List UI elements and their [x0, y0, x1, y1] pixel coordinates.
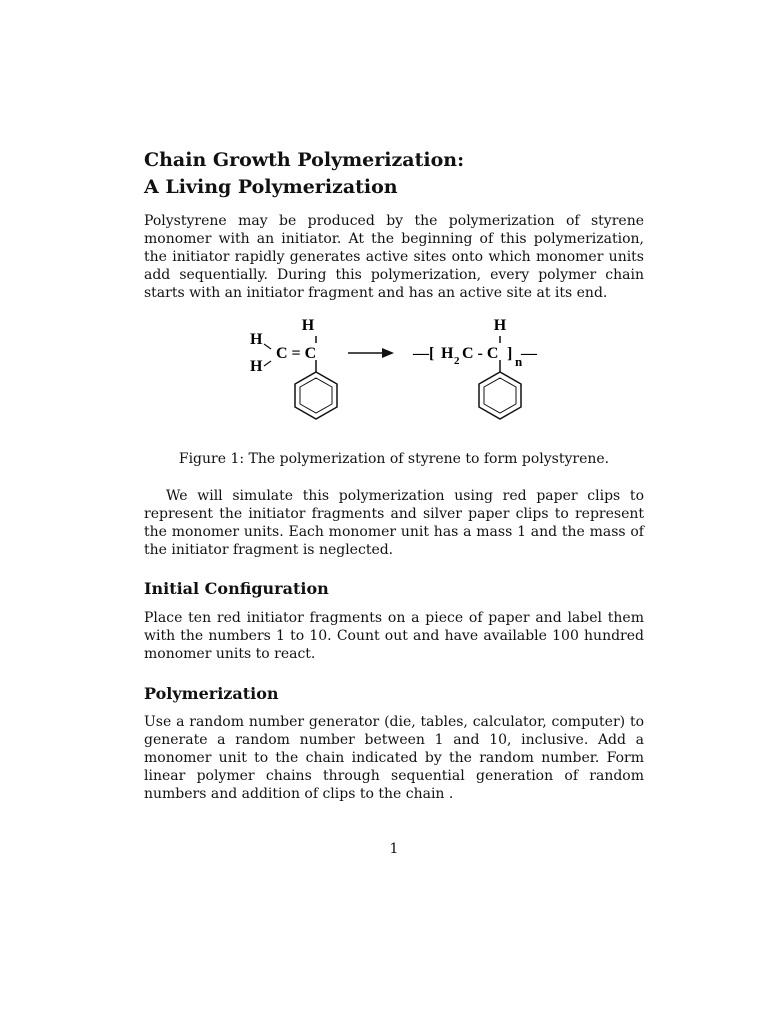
- section-heading-polymerization: Polymerization: [144, 684, 279, 703]
- monomer-double-bond: C = C: [276, 345, 317, 362]
- monomer-h-top: H: [301, 317, 315, 334]
- polymer-bracket-open: [: [429, 345, 435, 362]
- polymer-subscript-2: 2: [454, 355, 460, 367]
- monomer-h-left-top: H: [250, 331, 263, 348]
- simulation-paragraph: We will simulate this polymerization using red paper clips to represent the initiator fragments and silver paper clips to represent the monomer units. Each monomer unit has a mass 1 and the mass of the initiator fragment is neglected.: [144, 488, 644, 558]
- section-body-initial-configuration: Place ten red initiator fragments on a piece of paper and label them with the numbers 1 to 10. Count out and have available 100 hundred monomer units to react.: [144, 610, 644, 662]
- polymer-subscript-n: n: [515, 354, 523, 369]
- polymer-benzene-ring: [479, 372, 521, 419]
- polymer-dash-left: —: [413, 345, 429, 362]
- polymer-bracket-close: ]: [507, 345, 513, 362]
- figure-caption: Figure 1: The polymerization of styrene to form polystyrene.: [178, 451, 610, 467]
- monomer-bond-h2: [264, 361, 271, 366]
- polymer-h-top: H: [493, 317, 507, 334]
- monomer-benzene-ring: [295, 372, 337, 419]
- reaction-arrow: [348, 348, 394, 358]
- monomer-bond-h1: [264, 344, 271, 349]
- polymer-c-c: C - C: [462, 345, 499, 362]
- page-title: [144, 147, 664, 201]
- section-heading-initial-configuration: Initial Configuration: [144, 579, 329, 598]
- title-line-1: Chain Growth Polymerization:: [144, 149, 465, 171]
- intro-paragraph: Polystyrene may be produced by the polymerization of styrene monomer with an initiator. At the beginning of this polymerization, the initiator rapidly generates active sites onto which monomer units add sequentially. During this polymerization, every polymer chain starts with an initiator fragment and has an active site at its end.: [144, 213, 644, 301]
- polymer-dash-right: —: [521, 345, 537, 362]
- section-body-polymerization: Use a random number generator (die, tables, calculator, computer) to generate a random number between 1 and 10, inclusive. Add a monomer unit to the chain indicated by the random number. Form linear polymer chains through sequential generation of random numbers and addition of clips to the chain .: [144, 714, 644, 802]
- monomer-h-left-bottom: H: [250, 358, 263, 375]
- title-line-2: A Living Polymerization: [144, 176, 398, 198]
- page-number: 1: [389, 841, 399, 857]
- polymer-h2c-h: H: [441, 345, 454, 362]
- styrene-polymerization-figure: [230, 310, 550, 440]
